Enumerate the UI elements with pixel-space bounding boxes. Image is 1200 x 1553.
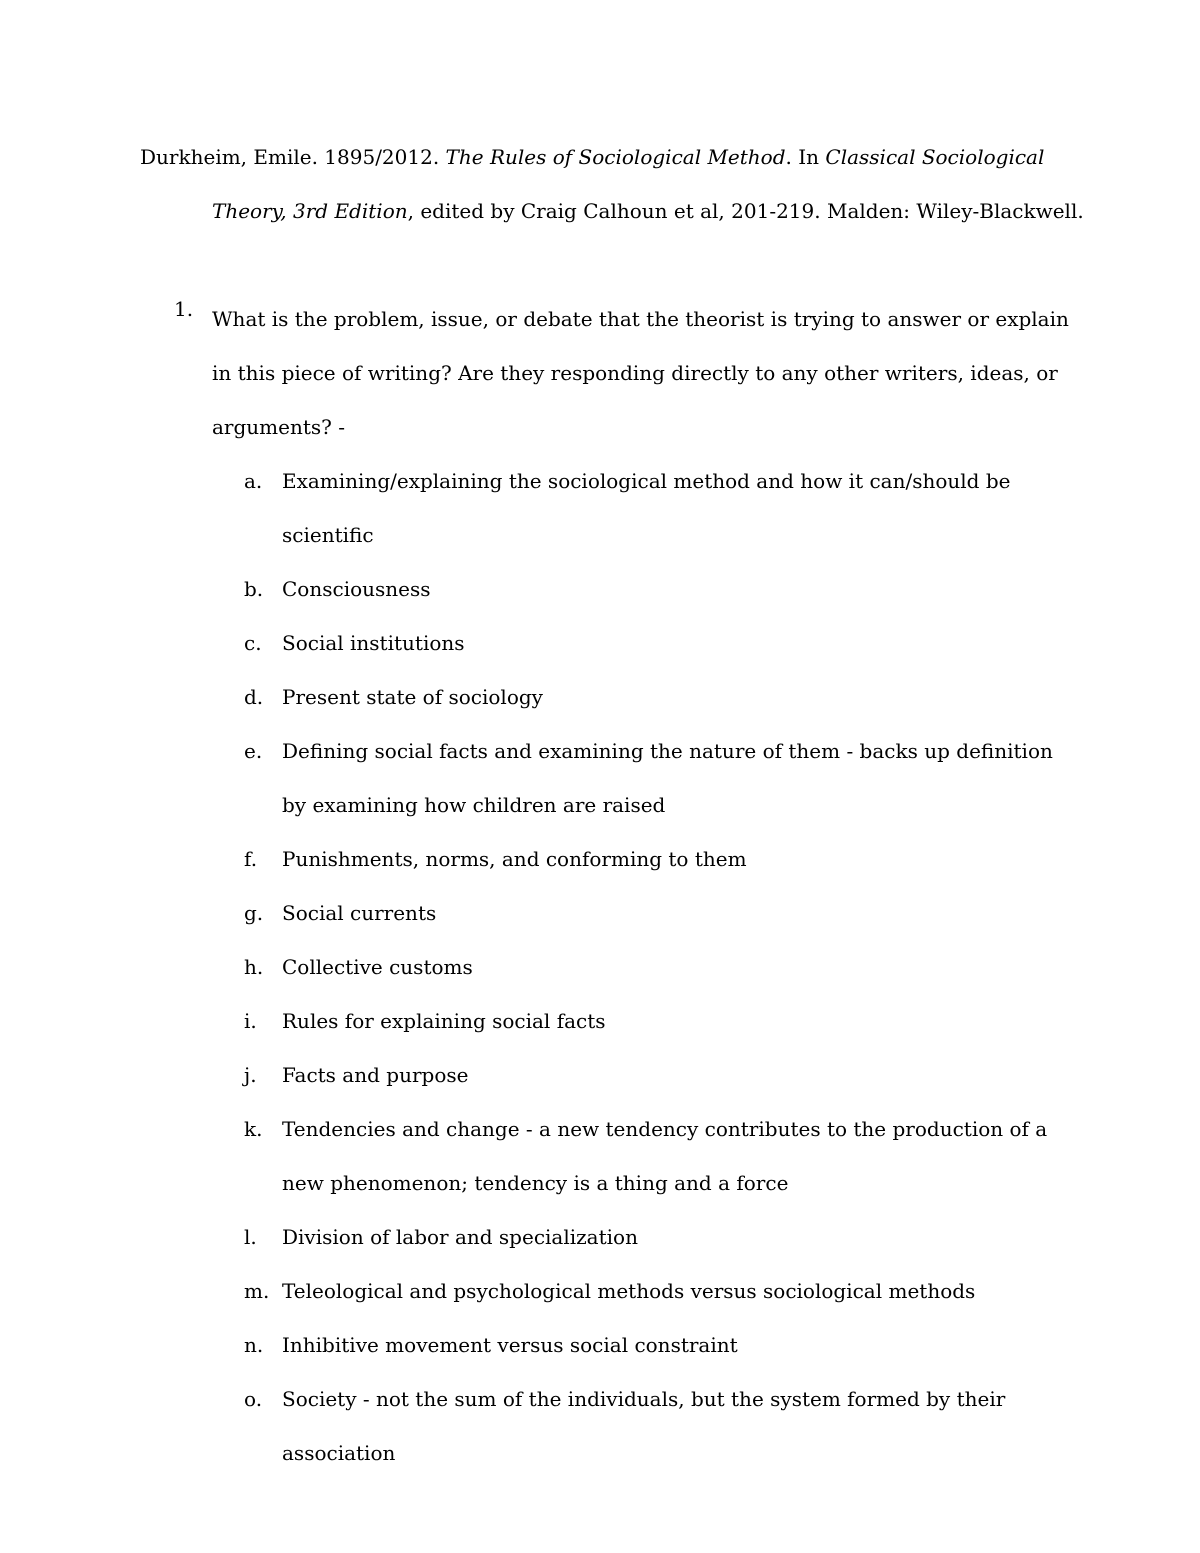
list-item-text: Facts and purpose (282, 1063, 469, 1087)
list-item (140, 1210, 1080, 1264)
list-item (140, 1048, 1080, 1102)
list-item (140, 994, 1080, 1048)
answer-list (140, 454, 1080, 1480)
list-item-text: Society - not the sum of the individuals, but the system formed by their association (282, 1387, 1006, 1465)
list-item-letter: b. (244, 577, 264, 601)
list-item-text: Consciousness (282, 577, 431, 601)
list-item (140, 832, 1080, 886)
list-item-text: Present state of sociology (282, 685, 543, 709)
citation-line-2 (140, 194, 1084, 248)
list-item (140, 1264, 1080, 1318)
list-item-letter: o. (244, 1387, 263, 1411)
list-item-letter: f. (244, 847, 258, 871)
citation-work-title: The Rules of Sociological Method (445, 145, 786, 169)
list-item-letter: e. (244, 739, 263, 763)
question-row (140, 292, 1080, 454)
list-item-text: Inhibitive movement versus social constraint (282, 1333, 738, 1357)
list-item-text: Social currents (282, 901, 437, 925)
list-item (140, 886, 1080, 940)
list-item-letter: j. (244, 1063, 257, 1087)
list-item-text: Rules for explaining social facts (282, 1009, 606, 1033)
list-item (140, 1318, 1080, 1372)
list-item-letter: h. (244, 955, 264, 979)
list-item-text: Teleological and psychological methods versus sociological methods (282, 1279, 976, 1303)
list-item-letter: l. (244, 1225, 257, 1249)
list-item (140, 940, 1080, 994)
citation-publication: , edited by Craig Calhoun et al, 201-219. Malden: Wiley-Blackwell. (407, 199, 1084, 223)
list-item-letter: d. (244, 685, 264, 709)
list-item-text: Punishments, norms, and conforming to them (282, 847, 747, 871)
list-item-text: Division of labor and specialization (282, 1225, 638, 1249)
list-item-text: Defining social facts and examining the nature of them - backs up definition by examining how children are raised (282, 739, 1053, 817)
list-item-letter: n. (244, 1333, 264, 1357)
list-item (140, 724, 1080, 832)
list-item-letter: k. (244, 1117, 263, 1141)
list-item-text: Examining/explaining the sociological method and how it can/should be scientific (282, 469, 1011, 547)
question-text: What is the problem, issue, or debate that the theorist is trying to answer or explain in this piece of writing? Are they responding directly to any other writers, ideas, or arguments? - (212, 307, 1069, 439)
citation-book-title-end: Theory, 3rd Edition (212, 199, 408, 223)
list-item (140, 1102, 1080, 1210)
citation-book-title-start: Classical Sociological (825, 145, 1045, 169)
list-item-letter: i. (244, 1009, 257, 1033)
list-item-letter: g. (244, 901, 264, 925)
list-item (140, 562, 1080, 616)
list-item-text: Social institutions (282, 631, 465, 655)
list-item (140, 670, 1080, 724)
list-item-text: Tendencies and change - a new tendency contributes to the production of a new phenomenon; tendency is a thing and a force (282, 1117, 1048, 1195)
list-item (140, 1372, 1080, 1480)
citation-line-1 (140, 140, 1060, 194)
list-item (140, 454, 1080, 562)
list-item-letter: m. (244, 1279, 270, 1303)
list-item-letter: c. (244, 631, 262, 655)
citation-author-year: Durkheim, Emile. 1895/2012. (140, 145, 446, 169)
list-item (140, 616, 1080, 670)
citation-connector: . In (785, 145, 826, 169)
list-item-letter: a. (244, 469, 263, 493)
question-1 (140, 297, 1080, 1480)
citation (140, 140, 1084, 248)
list-item-text: Collective customs (282, 955, 473, 979)
question-number: 1. (174, 297, 194, 321)
